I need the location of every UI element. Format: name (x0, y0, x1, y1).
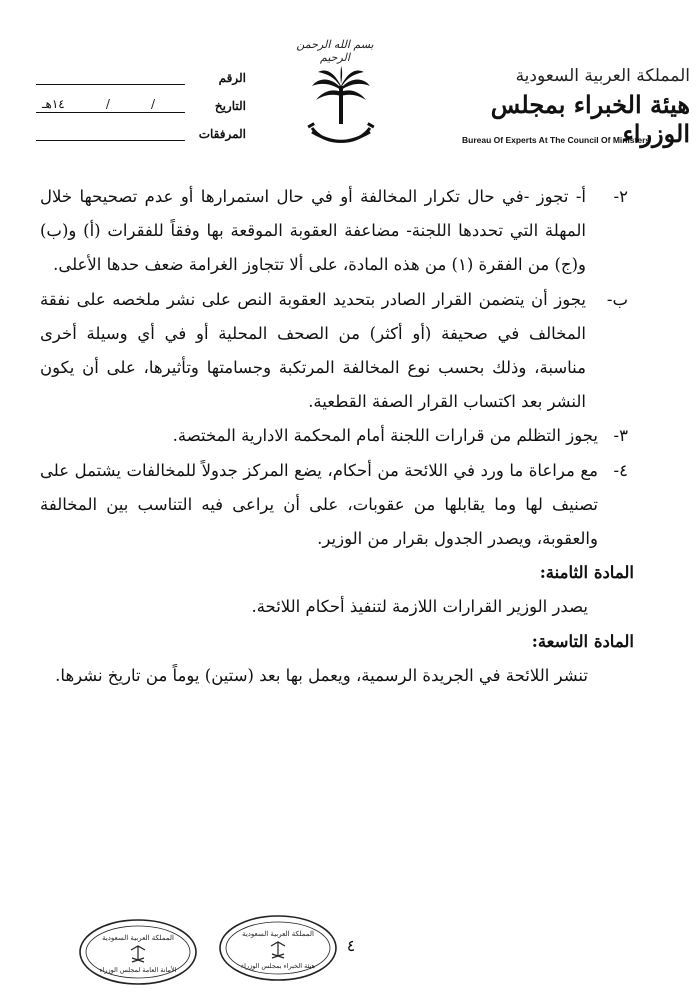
bureau-name-arabic: هيئة الخبراء بمجلس الوزراء (490, 90, 690, 148)
date-slash-month: / (105, 96, 110, 111)
clause-letter: ب- (606, 289, 628, 309)
seal-right-line2: هيئة الخبراء بمجلس الوزراء (241, 962, 315, 970)
number-line (36, 72, 185, 85)
clause-number: ٤- (613, 460, 628, 480)
clause-number: ٢- (613, 187, 628, 206)
clause-text: مع مراعاة ما ورد في اللائحة من أحكام، يضع المركز جدولاً للمخالفات يشتمل على تصنيف لها وما يقابلها من عقوبات، على أن يراعى فيه التناسب بين المخالفة والعقوبة، ويصدر الجدول بقرار من الوزير. (40, 460, 598, 549)
seal-right-line1: المملكة العربية السعودية (242, 930, 314, 938)
reference-number-row (36, 68, 246, 88)
clause-text: أ- تجوز -في حال تكرار المخالفة أو في حال استمرارها أو عدم تصحيحها خلال المهلة التي تحددها اللجنة- مضاعفة العقوبة الموقعة بها وفقاً للفقرات (أ) و(ب) و(ج) من الفقرة (١) من هذه المادة، على ألا تتجاوز الغرامة ضعف حدها الأعلى. (40, 187, 586, 275)
general-secretariat-seal-icon (76, 916, 200, 988)
attachments-row (36, 124, 246, 144)
clause-3 (40, 419, 628, 453)
article-9-text: تنشر اللائحة في الجريدة الرسمية، ويعمل بها بعد (ستين) يوماً من تاريخ نشرها. (55, 665, 588, 685)
date-slash-day: / (150, 96, 155, 111)
page-number: ٤ (346, 936, 356, 955)
seal-left-line2: الأمانة العامة لمجلس الوزراء (99, 966, 177, 974)
date-line (36, 96, 185, 113)
clause-text: يجوز التظلم من قرارات اللجنة أمام المحكمة الادارية المختصة. (172, 426, 598, 446)
date-year-hijri: ١٤هـ (42, 96, 65, 111)
article-8-heading: المادة الثامنة: (539, 563, 634, 583)
clause-4 (40, 454, 628, 557)
kingdom-name: المملكة العربية السعودية (515, 66, 690, 86)
bureau-name-english: Bureau Of Experts At The Council Of Ministers (462, 135, 651, 145)
bismillah: بسم الله الرحمن الرحيم (296, 38, 374, 64)
clause-number: ٣- (613, 426, 628, 446)
article-9-heading: المادة التاسعة: (531, 631, 634, 651)
date-row (36, 96, 246, 116)
saudi-emblem-icon (306, 66, 376, 156)
clause-text: يجوز أن يتضمن القرار الصادر بتحديد العقوبة النص على نشر ملخصه على نفقة المخالف في صحيفة (أو أكثر) من الصحف المحلية أو في أي وسيلة أخرى مناسبة، وذلك بحسب نوع المخالفة المرتكبة وجسامتها وتأثيرها، على أن يكون النشر بعد اكتساب القرار الصفة القطعية. (40, 289, 586, 412)
bureau-of-experts-seal-icon (216, 912, 340, 984)
date-template (42, 97, 155, 111)
seal-left-line1: المملكة العربية السعودية (102, 934, 174, 942)
document-body (40, 180, 634, 693)
article-8-text: يصدر الوزير القرارات اللازمة لتنفيذ أحكام اللائحة. (251, 597, 588, 617)
date-label: التاريخ (214, 99, 246, 113)
clause-2b (40, 283, 628, 420)
attachments-line (36, 128, 185, 141)
number-label: الرقم (218, 71, 246, 85)
attachments-label: المرفقات (198, 127, 246, 141)
clause-2a (40, 180, 628, 283)
